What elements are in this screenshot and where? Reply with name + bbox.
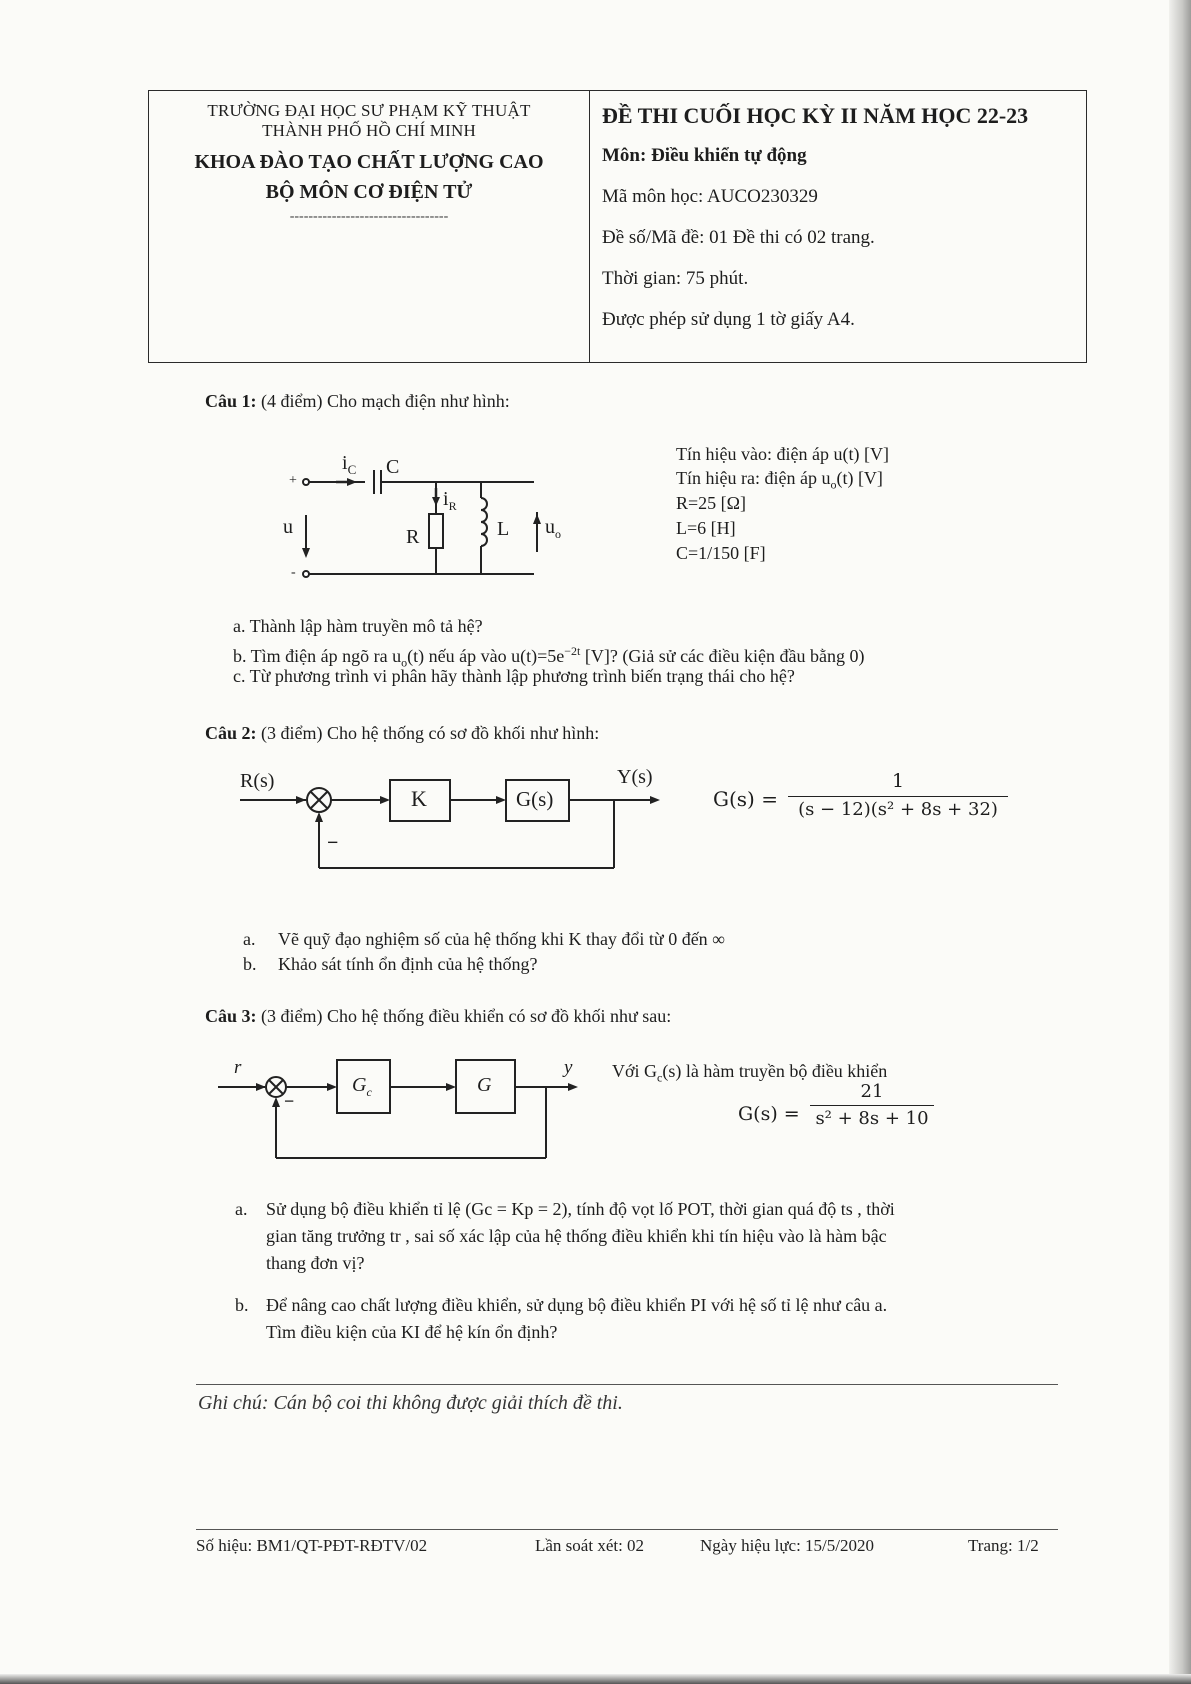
spec-output: Tín hiệu ra: điện áp $u_o(t)$ [V]: [676, 468, 883, 492]
label-capacitor: C: [386, 456, 400, 478]
signal-output-y: y: [564, 1057, 573, 1078]
subject-name: Môn: Điều khiển tự động: [602, 145, 807, 166]
allowed-materials: Được phép sử dụng 1 tờ giấy A4.: [602, 309, 855, 330]
header-exam-cell: [590, 91, 1086, 362]
department-name: BỘ MÔN CƠ ĐIỆN TỬ: [265, 181, 473, 203]
proctor-note: Ghi chú: Cán bộ coi thi không được giải thích đề thi.: [198, 1392, 623, 1414]
footer-page-number: Trang: 1/2: [968, 1536, 1039, 1555]
note-divider: [196, 1384, 1058, 1385]
question-2-label: Câu 2:: [205, 723, 257, 743]
question-2-heading: [205, 722, 599, 744]
feedback-minus-sign-2: −: [284, 1091, 295, 1111]
label-resistor: R: [406, 526, 420, 548]
question-3a-line2: gian tăng trưởng tr , sai số xác lập của hệ thống điều khiển khi tín hiệu vào là hàm bậc: [266, 1226, 887, 1246]
header-school-cell: [149, 91, 590, 362]
question-3-prompt: (3 điểm) Cho hệ thống điều khiển có sơ đồ khối như sau:: [256, 1006, 672, 1026]
spec-inductance: L=6 [H]: [676, 518, 736, 538]
label-inductor: L: [497, 518, 510, 540]
g2-transfer-lhs: G(s) =: [738, 1103, 800, 1125]
signal-output-ys: Y(s): [617, 766, 653, 788]
question-1c: c. Từ phương trình vi phân hãy thành lập phương trình biến trạng thái cho hệ?: [233, 666, 795, 686]
spec-input: Tín hiệu vào: điện áp u(t) [V]: [676, 444, 889, 464]
block-g-label: G: [477, 1074, 492, 1096]
question-3b-line2: Tìm điều kiện của KI để hệ kín ổn định?: [266, 1322, 558, 1342]
g2-numerator: 21: [860, 1081, 884, 1102]
label-plus: +: [289, 473, 297, 488]
label-minus: -: [291, 565, 296, 580]
footer-form-code: Số hiệu: BM1/QT-PĐT-RĐTV/02: [196, 1536, 428, 1555]
controller-description: Với $G_c(s)$ là hàm truyền bộ điều khiển: [612, 1061, 888, 1085]
label-output-voltage: $u_o$: [545, 516, 561, 541]
faculty-name: KHOA ĐÀO TẠO CHẤT LƯỢNG CAO: [194, 151, 544, 173]
question-3b-mark: b.: [235, 1295, 249, 1315]
exam-title: ĐỀ THI CUỐI HỌC KỲ II NĂM HỌC 22-23: [602, 103, 1029, 128]
exam-duration: Thời gian: 75 phút.: [602, 268, 749, 289]
signal-input-r: r: [234, 1057, 242, 1078]
g-denominator: (s − 12)(s² + 8s + 32): [798, 799, 998, 820]
g-transfer-fraction: [788, 770, 1008, 821]
signal-input-rs: R(s): [240, 770, 275, 792]
header-separator: ----------------------------------: [289, 209, 449, 224]
question-1a: a. Thành lập hàm truyền mô tả hệ?: [233, 616, 483, 636]
question-3a-mark: a.: [235, 1199, 248, 1219]
question-3-label: Câu 3:: [205, 1006, 257, 1026]
spec-capacitance: C=1/150 [F]: [676, 543, 766, 563]
block-gc-label: $G_c$: [352, 1074, 372, 1099]
label-ir: $i_R$: [443, 488, 457, 513]
block-k-label: K: [411, 786, 427, 811]
question-2-prompt: (3 điểm) Cho hệ thống có sơ đồ khối như hình:: [256, 723, 600, 743]
question-2b-mark: b.: [243, 954, 257, 974]
question-2a: Vẽ quỹ đạo nghiệm số của hệ thống khi K thay đổi từ 0 đến ∞: [278, 929, 726, 949]
scan-edge-right: [1169, 0, 1191, 1684]
label-input-voltage: u: [283, 516, 293, 538]
question-1-label: Câu 1:: [205, 391, 257, 411]
question-1-heading: [205, 390, 510, 412]
scan-edge-bottom: [0, 1674, 1191, 1684]
question-3a-line1: Sử dụng bộ điều khiển tỉ lệ (Gc = Kp = 2), tính độ vọt lố POT, thời gian quá độ ts , thời: [266, 1199, 895, 1219]
question-3-heading: [205, 1005, 671, 1027]
course-code: Mã môn học: AUCO230329: [602, 186, 818, 207]
question-3a-line3: thang đơn vị?: [266, 1253, 365, 1273]
exam-header-table: [148, 90, 1087, 363]
g2-denominator: s² + 8s + 10: [815, 1108, 929, 1129]
footer-divider: [196, 1529, 1058, 1530]
g-transfer-lhs: G(s) =: [713, 787, 778, 811]
question-1-prompt: (4 điểm) Cho mạch điện như hình:: [256, 391, 510, 411]
exam-code: Đề số/Mã đề: 01 Đề thi có 02 trang.: [602, 227, 875, 248]
question-2b: Khảo sát tính ổn định của hệ thống?: [278, 954, 538, 974]
question-2a-mark: a.: [243, 929, 256, 949]
feedback-minus-sign: −: [327, 832, 339, 854]
spec-resistance: R=25 [Ω]: [676, 493, 747, 513]
question-1b: b. Tìm điện áp ngõ ra $u_o(t)$ nếu áp vào $u(t)=5e^{-2t}$ [V]? (Giả sử các điều kiện đầu bằng 0): [233, 644, 865, 670]
label-ic: $i_C$: [342, 452, 357, 477]
school-name-line1: TRƯỜNG ĐẠI HỌC SƯ PHẠM KỸ THUẬT: [207, 101, 531, 120]
block-gs-label: G(s): [516, 787, 554, 811]
g-numerator: 1: [891, 770, 905, 792]
g2-transfer-fraction: [810, 1082, 934, 1130]
footer-revision: Lần soát xét: 02: [535, 1536, 645, 1555]
school-name-line2: THÀNH PHỐ HỒ CHÍ MINH: [262, 121, 476, 140]
footer-effective-date: Ngày hiệu lực: 15/5/2020: [700, 1536, 874, 1555]
question-3b-line1: Để nâng cao chất lượng điều khiển, sử dụng bộ điều khiển PI với hệ số tỉ lệ như câu a.: [266, 1295, 888, 1315]
